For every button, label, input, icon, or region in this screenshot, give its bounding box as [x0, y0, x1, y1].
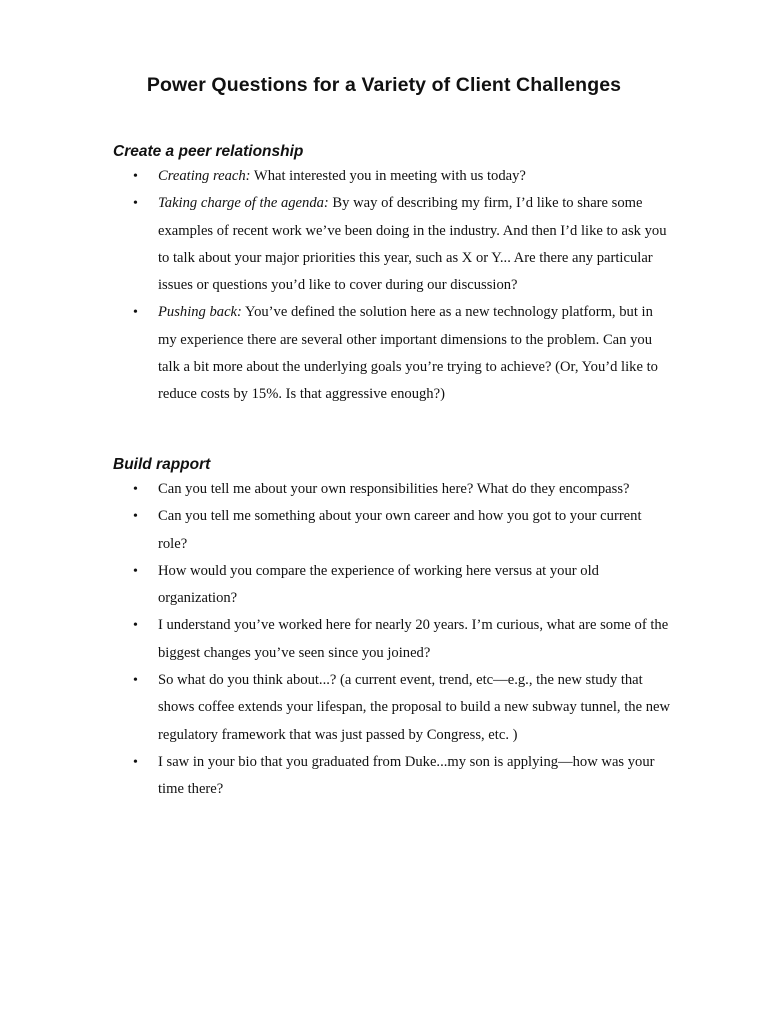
- item-text: How would you compare the experience of working here versus at your old organization?: [158, 562, 599, 607]
- bullet-icon: •: [133, 482, 138, 497]
- item-text: Can you tell me about your own responsibilities here? What do they encompass?: [158, 481, 630, 497]
- item-text: You’ve defined the solution here as a new technology platform, but in my experience there are several other important dimensions to the problem. Can you talk a bit more about the underlying goals you’re trying to achieve? (Or, You’d like to reduce costs by 15%. Is that aggressive enough?): [158, 304, 658, 403]
- bullet-icon: •: [133, 196, 138, 212]
- section-heading: Create a peer relationship: [113, 143, 304, 160]
- bullet-icon: •: [133, 754, 138, 770]
- section-heading: Build rapport: [113, 456, 211, 473]
- item-text: So what do you think about...? (a current event, trend, etc—e.g., the new study that shows coffee extends your lifespan, the proposal to build a new subway tunnel, the new regulatory framework that was just passed by Congress, etc. ): [158, 672, 671, 743]
- item-text: Can you tell me something about your own career and how you got to your current role?: [158, 508, 642, 552]
- list-item: [113, 503, 673, 558]
- bullet-list: [113, 163, 673, 409]
- item-lead: Creating reach:: [158, 168, 251, 184]
- item-text: What interested you in meeting with us today?: [250, 168, 526, 184]
- list-item: [113, 612, 673, 667]
- list-item: [113, 476, 673, 503]
- page-title: Power Questions for a Variety of Client Challenges: [146, 74, 622, 96]
- list-item: [113, 667, 673, 749]
- item-lead: Taking charge of the agenda:: [158, 195, 329, 212]
- bullet-icon: •: [133, 169, 138, 184]
- section-build-rapport: [113, 455, 673, 804]
- list-item: [113, 190, 673, 299]
- item-text: I saw in your bio that you graduated from Duke...my son is applying—how was your time there?: [158, 753, 655, 798]
- list-item: [113, 749, 673, 804]
- list-item: [113, 163, 673, 190]
- item-text: I understand you’ve worked here for nearly 20 years. I’m curious, what are some of the biggest changes you’ve seen since you joined?: [158, 617, 669, 661]
- list-item: [113, 299, 673, 408]
- item-text: By way of describing my firm, I’d like to share some examples of recent work we’ve been doing in the industry. And then I’d like to ask you to talk about your major priorities this year, such as X or Y... Are there any particular issues or questions you’d like to cover during our discussion?: [158, 195, 667, 294]
- bullet-icon: •: [133, 673, 138, 689]
- bullet-list: [113, 476, 673, 804]
- bullet-icon: •: [133, 618, 138, 634]
- bullet-icon: •: [133, 563, 138, 579]
- bullet-icon: •: [133, 509, 138, 525]
- list-item: [113, 558, 673, 613]
- section-create-peer-relationship: [113, 142, 673, 409]
- bullet-icon: •: [133, 305, 138, 321]
- item-lead: Pushing back:: [158, 304, 242, 321]
